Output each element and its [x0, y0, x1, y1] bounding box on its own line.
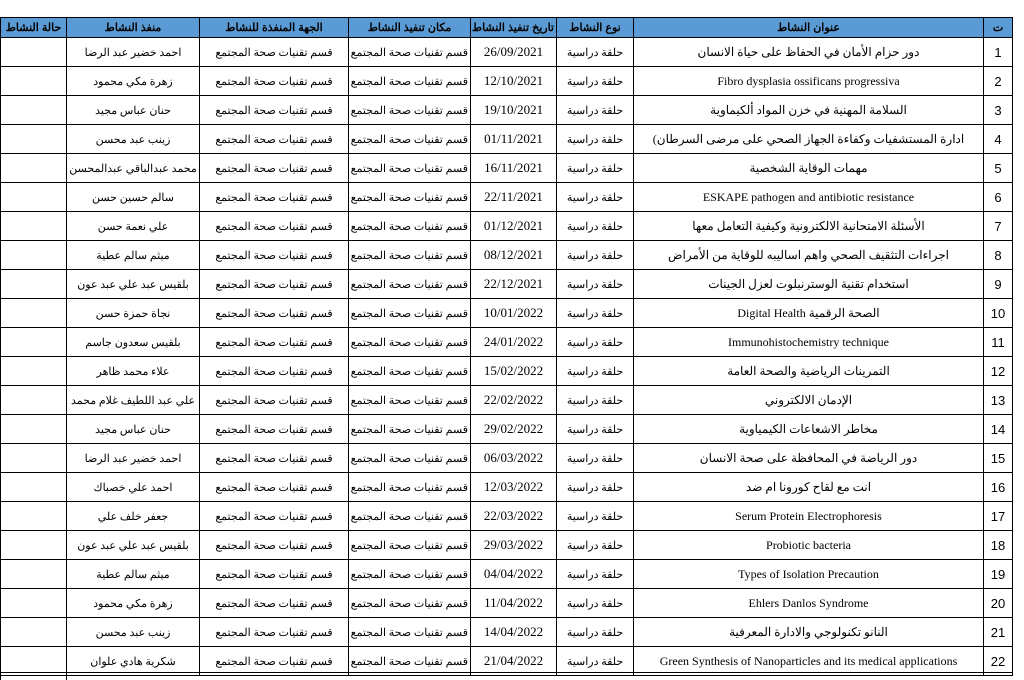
cell-status: [1, 415, 67, 444]
cell-type: حلقة دراسية: [557, 212, 634, 241]
cell-presenter: محمد عبدالباقي عبدالمحسن: [67, 154, 200, 183]
table-row: [1, 38, 1013, 67]
cell-place: قسم تقنيات صحة المجتمع: [349, 618, 471, 647]
cell-num: 13: [984, 386, 1013, 415]
cell-type: حلقة دراسية: [557, 502, 634, 531]
cell-date: 22/11/2021: [471, 183, 557, 212]
cell-place: قسم تقنيات صحة المجتمع: [349, 473, 471, 502]
cell-place: قسم تقنيات صحة المجتمع: [349, 241, 471, 270]
table-row: [1, 589, 1013, 618]
cell-num: 5: [984, 154, 1013, 183]
cell-type: حلقة دراسية: [557, 473, 634, 502]
cell-dept: قسم تقنيات صحة المجتمع: [200, 96, 349, 125]
cell-presenter: زهرة مكي محمود: [67, 67, 200, 96]
cell-type: حلقة دراسية: [557, 357, 634, 386]
cell-place: قسم تقنيات صحة المجتمع: [349, 328, 471, 357]
cell-dept: قسم تقنيات صحة المجتمع: [200, 415, 349, 444]
cell-presenter: زينب عبد محسن: [67, 618, 200, 647]
cell-title: ESKAPE pathogen and antibiotic resistance: [634, 183, 984, 212]
cell-num: 7: [984, 212, 1013, 241]
cell-dept: قسم تقنيات صحة المجتمع: [200, 647, 349, 676]
cell-num: 6: [984, 183, 1013, 212]
cell-date: 21/04/2022: [471, 647, 557, 676]
cell-title: التمرينات الرياضية والصحة العامة: [634, 357, 984, 386]
cell-date: 10/01/2022: [471, 299, 557, 328]
cell-place: قسم تقنيات صحة المجتمع: [349, 125, 471, 154]
cell-num: 22: [984, 647, 1013, 676]
cell-place: قسم تقنيات صحة المجتمع: [349, 154, 471, 183]
cell-place: قسم تقنيات صحة المجتمع: [349, 647, 471, 676]
header-type: نوع النشاط: [557, 18, 634, 38]
cell-type: حلقة دراسية: [557, 241, 634, 270]
cell-dept: قسم تقنيات صحة المجتمع: [200, 38, 349, 67]
cell-date: 12/03/2022: [471, 473, 557, 502]
cell-title: النانو تكنولوجي والادارة المعرفية: [634, 618, 984, 647]
cell-type: حلقة دراسية: [557, 560, 634, 589]
cell-place: قسم تقنيات صحة المجتمع: [349, 96, 471, 125]
table-row: [1, 444, 1013, 473]
header-row: [1, 18, 1013, 38]
cell-presenter: سالم حسين حسن: [67, 183, 200, 212]
cell-place: قسم تقنيات صحة المجتمع: [349, 589, 471, 618]
cell-status: [1, 212, 67, 241]
cell-date: 19/10/2021: [471, 96, 557, 125]
cell-date: 22/12/2021: [471, 270, 557, 299]
cell-status: [1, 67, 67, 96]
cell-type: حلقة دراسية: [557, 386, 634, 415]
cell-dept: قسم تقنيات صحة المجتمع: [200, 531, 349, 560]
cell-status: [1, 96, 67, 125]
cell-presenter: شكرية هادي علوان: [67, 647, 200, 676]
cell-date: 24/01/2022: [471, 328, 557, 357]
cell-place: قسم تقنيات صحة المجتمع: [349, 67, 471, 96]
cell-num: 21: [984, 618, 1013, 647]
table-row: [1, 67, 1013, 96]
header-place: مكان تنفيذ النشاط: [349, 18, 471, 38]
cell-date: 04/04/2022: [471, 560, 557, 589]
cell-title: Ehlers Danlos Syndrome: [634, 589, 984, 618]
cell-title: استخدام تقنية الوسترنبلوت لعزل الجينات: [634, 270, 984, 299]
cell-type: حلقة دراسية: [557, 415, 634, 444]
cell-num: 1: [984, 38, 1013, 67]
cell-num: 18: [984, 531, 1013, 560]
cell-date: 14/04/2022: [471, 618, 557, 647]
cell-num: 16: [984, 473, 1013, 502]
cell-presenter: حنان عباس مجيد: [67, 415, 200, 444]
table-row: [1, 154, 1013, 183]
table-row: [1, 96, 1013, 125]
cell-dept: قسم تقنيات صحة المجتمع: [200, 154, 349, 183]
table-row: [1, 415, 1013, 444]
cell-presenter: جعفر خلف علي: [67, 502, 200, 531]
cell-type: حلقة دراسية: [557, 96, 634, 125]
cell-place: قسم تقنيات صحة المجتمع: [349, 444, 471, 473]
cell-status: [1, 154, 67, 183]
cell-status: [1, 560, 67, 589]
cell-num: 10: [984, 299, 1013, 328]
cell-num: 4: [984, 125, 1013, 154]
cell-place: قسم تقنيات صحة المجتمع: [349, 183, 471, 212]
cell-status: [1, 125, 67, 154]
cell-status: [1, 183, 67, 212]
cell-type: حلقة دراسية: [557, 67, 634, 96]
cell-num: 8: [984, 241, 1013, 270]
cell-presenter: علي نعمة حسن: [67, 212, 200, 241]
cell-presenter: بلقيس عبد علي عبد عون: [67, 531, 200, 560]
cell-title: السلامة المهنية في خزن المواد ألكيماوية: [634, 96, 984, 125]
table-row: [1, 531, 1013, 560]
cell-dept: قسم تقنيات صحة المجتمع: [200, 618, 349, 647]
cell-num: 3: [984, 96, 1013, 125]
table-row: [1, 386, 1013, 415]
cell-status: [1, 241, 67, 270]
cell-status: [1, 473, 67, 502]
cell-status: [1, 328, 67, 357]
cell-presenter: زينب عبد محسن: [67, 125, 200, 154]
cell-num: 17: [984, 502, 1013, 531]
table-row: [1, 212, 1013, 241]
header-num: ت: [984, 18, 1013, 38]
cell-date: 11/04/2022: [471, 589, 557, 618]
cell-status: [1, 502, 67, 531]
cell-title: انت مع لقاح كورونا ام ضد: [634, 473, 984, 502]
cell-type: حلقة دراسية: [557, 183, 634, 212]
cell-place: قسم تقنيات صحة المجتمع: [349, 357, 471, 386]
cell-presenter: احمد خضير عبد الرضا: [67, 38, 200, 67]
cell-status: [1, 444, 67, 473]
cell-num: 9: [984, 270, 1013, 299]
cell-type: حلقة دراسية: [557, 299, 634, 328]
cell-place: قسم تقنيات صحة المجتمع: [349, 386, 471, 415]
cell-dept: قسم تقنيات صحة المجتمع: [200, 502, 349, 531]
cell-type: حلقة دراسية: [557, 38, 634, 67]
cell-dept: قسم تقنيات صحة المجتمع: [200, 589, 349, 618]
cell-title: الأسئلة الامتحانية الالكترونية وكيفية التعامل معها: [634, 212, 984, 241]
cell-place: قسم تقنيات صحة المجتمع: [349, 38, 471, 67]
cell-presenter: زهرة مكي محمود: [67, 589, 200, 618]
cell-type: حلقة دراسية: [557, 647, 634, 676]
cell-title: الإدمان الالكتروني: [634, 386, 984, 415]
cell-num: 12: [984, 357, 1013, 386]
table-row: [1, 270, 1013, 299]
cell-title: ادارة المستشفيات وكفاءة الجهاز الصحي على مرضى السرطان): [634, 125, 984, 154]
cell-status: [1, 357, 67, 386]
cell-status: [1, 270, 67, 299]
cell-num: 14: [984, 415, 1013, 444]
cell-status: [1, 531, 67, 560]
table-row: [1, 183, 1013, 212]
cell-date: 29/03/2022: [471, 531, 557, 560]
cell-presenter: احمد علي خصباك: [67, 473, 200, 502]
cell-type: حلقة دراسية: [557, 154, 634, 183]
cell-type: حلقة دراسية: [557, 125, 634, 154]
cell-presenter: علي عبد اللطيف غلام محمد: [67, 386, 200, 415]
header-dept: الجهة المنفذة للنشاط: [200, 18, 349, 38]
table-body: [1, 38, 1013, 676]
cell-place: قسم تقنيات صحة المجتمع: [349, 502, 471, 531]
cell-dept: قسم تقنيات صحة المجتمع: [200, 125, 349, 154]
cell-dept: قسم تقنيات صحة المجتمع: [200, 444, 349, 473]
cell-dept: قسم تقنيات صحة المجتمع: [200, 560, 349, 589]
cell-title: دور حزام الأمان في الحفاظ على حياة الانسان: [634, 38, 984, 67]
cell-title: Green Synthesis of Nanoparticles and its medical applications: [634, 647, 984, 676]
cell-status: [1, 299, 67, 328]
cell-dept: قسم تقنيات صحة المجتمع: [200, 299, 349, 328]
table-row: [1, 328, 1013, 357]
cell-date: 15/02/2022: [471, 357, 557, 386]
cell-place: قسم تقنيات صحة المجتمع: [349, 560, 471, 589]
cell-title: Fibro dysplasia ossificans progressiva: [634, 67, 984, 96]
cell-date: 22/03/2022: [471, 502, 557, 531]
cell-status: [1, 38, 67, 67]
table-row: [1, 299, 1013, 328]
table-row: [1, 125, 1013, 154]
cell-title: Probiotic bacteria: [634, 531, 984, 560]
cell-type: حلقة دراسية: [557, 618, 634, 647]
cell-presenter: ميثم سالم عطية: [67, 241, 200, 270]
cell-dept: قسم تقنيات صحة المجتمع: [200, 241, 349, 270]
cell-dept: قسم تقنيات صحة المجتمع: [200, 473, 349, 502]
cell-date: 22/02/2022: [471, 386, 557, 415]
cell-num: 2: [984, 67, 1013, 96]
cell-type: حلقة دراسية: [557, 444, 634, 473]
cell-status: [1, 589, 67, 618]
activities-table: [0, 17, 1013, 676]
cell-title: Types of Isolation Precaution: [634, 560, 984, 589]
cell-date: 12/10/2021: [471, 67, 557, 96]
cell-presenter: حنان عباس مجيد: [67, 96, 200, 125]
cell-title: Serum Protein Electrophoresis: [634, 502, 984, 531]
cell-date: 08/12/2021: [471, 241, 557, 270]
header-presenter: منفذ النشاط: [67, 18, 200, 38]
header-title: عنوان النشاط: [634, 18, 984, 38]
table-row: [1, 560, 1013, 589]
cell-title: الصحة الرقمية Digital Health: [634, 299, 984, 328]
header-date: تاريخ تنفيذ النشاط: [471, 18, 557, 38]
cell-date: 01/11/2021: [471, 125, 557, 154]
cell-dept: قسم تقنيات صحة المجتمع: [200, 357, 349, 386]
cell-place: قسم تقنيات صحة المجتمع: [349, 531, 471, 560]
cell-title: دور الرياضة في المحافظة على صحة الانسان: [634, 444, 984, 473]
table-row: [1, 357, 1013, 386]
cell-place: قسم تقنيات صحة المجتمع: [349, 299, 471, 328]
table-row: [1, 618, 1013, 647]
cell-dept: قسم تقنيات صحة المجتمع: [200, 386, 349, 415]
cell-status: [1, 386, 67, 415]
cell-num: 11: [984, 328, 1013, 357]
cell-num: 19: [984, 560, 1013, 589]
cell-title: اجراءات التثقيف الصحي واهم اساليبه للوقاية من الأمراض: [634, 241, 984, 270]
cell-title: Immunohistochemistry technique: [634, 328, 984, 357]
cell-place: قسم تقنيات صحة المجتمع: [349, 415, 471, 444]
cell-place: قسم تقنيات صحة المجتمع: [349, 270, 471, 299]
cell-title: مخاطر الاشعاعات الكيمياوية: [634, 415, 984, 444]
cell-type: حلقة دراسية: [557, 270, 634, 299]
cell-type: حلقة دراسية: [557, 589, 634, 618]
cell-date: 01/12/2021: [471, 212, 557, 241]
cell-date: 29/02/2022: [471, 415, 557, 444]
cell-type: حلقة دراسية: [557, 328, 634, 357]
cell-presenter: علاء محمد ظاهر: [67, 357, 200, 386]
cell-presenter: احمد خضير عبد الرضا: [67, 444, 200, 473]
cell-presenter: بلقيس عبد علي عبد عون: [67, 270, 200, 299]
cell-dept: قسم تقنيات صحة المجتمع: [200, 270, 349, 299]
cell-num: 20: [984, 589, 1013, 618]
cell-dept: قسم تقنيات صحة المجتمع: [200, 328, 349, 357]
cell-date: 06/03/2022: [471, 444, 557, 473]
cell-title: مهمات الوقاية الشخصية: [634, 154, 984, 183]
table-row: [1, 502, 1013, 531]
cell-num: 15: [984, 444, 1013, 473]
cell-type: حلقة دراسية: [557, 531, 634, 560]
cell-date: 16/11/2021: [471, 154, 557, 183]
cell-dept: قسم تقنيات صحة المجتمع: [200, 183, 349, 212]
cell-place: قسم تقنيات صحة المجتمع: [349, 212, 471, 241]
table-row: [1, 473, 1013, 502]
table-row: [1, 241, 1013, 270]
cell-dept: قسم تقنيات صحة المجتمع: [200, 212, 349, 241]
cell-presenter: ميثم سالم عطية: [67, 560, 200, 589]
cell-presenter: بلقيس سعدون جاسم: [67, 328, 200, 357]
cell-dept: قسم تقنيات صحة المجتمع: [200, 67, 349, 96]
cell-status: [1, 618, 67, 647]
header-status: حالة النشاط: [1, 18, 67, 38]
cell-date: 26/09/2021: [471, 38, 557, 67]
cell-presenter: نجاة حمزة حسن: [67, 299, 200, 328]
activities-table-container: [0, 17, 1012, 676]
